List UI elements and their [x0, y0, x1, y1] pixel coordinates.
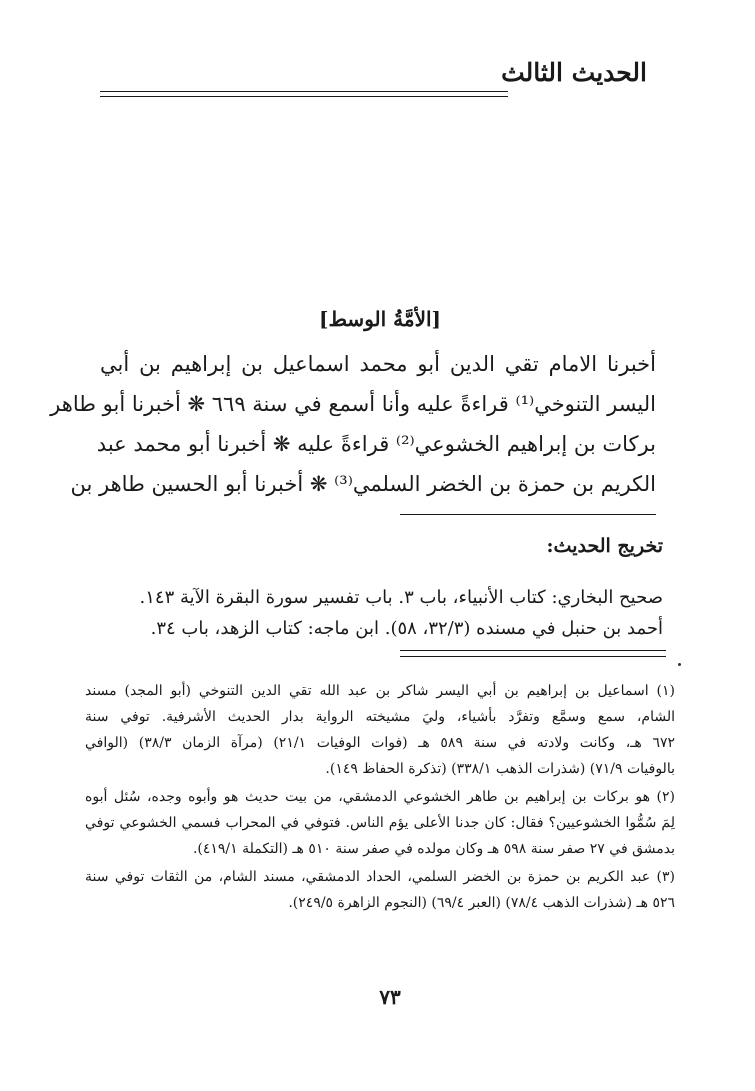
- chapter-title: الحديث الثالث: [501, 58, 647, 87]
- footnote-line: الشام، سمع وسمَّع وتفرَّد بأشياء، وليَ مشيخته الرواية بدار الحديث الأشرفية. توفي سنة: [85, 709, 675, 725]
- body-line: بركات بن إبراهيم الخشوعي⁽²⁾ قراءةً عليه ❋ أخبرنا أبو محمد عبد: [96, 432, 656, 456]
- footnote-line: (٢) هو بركات بن إبراهيم بن طاهر الخشوعي الدمشقي، من بيت حديث هو وأبوه وجده، سُئل أبوه: [85, 789, 675, 805]
- page-number: ٧٣: [379, 985, 401, 1009]
- section-title: [الأمَّةُ الوسط]: [318, 307, 441, 331]
- footnote-line: ٥٢٦ هـ (شذرات الذهب ٧٨/٤) (العبر ٦٩/٤) (النجوم الزاهرة ٢٤٩/٥).: [288, 895, 675, 911]
- footnote-line: (٣) عبد الكريم بن حمزة بن الخضر السلمي، الحداد الدمشقي، مسند الشام، من الثقات توفي سنة: [85, 869, 675, 885]
- takhrij-line: صحيح البخاري: كتاب الأنبياء، باب ٣. باب تفسير سورة البقرة الآية ١٤٣.: [139, 587, 663, 608]
- body-separator: [400, 514, 656, 515]
- footnote-rule-bottom: [400, 656, 666, 657]
- footnote-line: لِمَ سُمُّوا الخشوعيين؟ فقال: كان جدنا الأعلى يؤم الناس. فتوفي في المحراب فسمي الخشوعي توفي: [85, 815, 675, 831]
- margin-dot: [678, 663, 681, 666]
- header-rule-bottom: [100, 96, 508, 97]
- body-line: أخبرنا الامام تقي الدين أبو محمد اسماعيل بن إبراهيم بن أبي: [100, 352, 656, 376]
- footnote-line: ٦٧٢ هـ، وكانت ولادته في سنة ٥٨٩ هـ (فوات الوفيات ٢١/١) (مرآة الزمان ٣٨/٣) (الوافي: [85, 735, 676, 751]
- body-line: الكريم بن حمزة بن الخضر السلمي⁽³⁾ ❋ أخبرنا أبو الحسين طاهر بن: [70, 472, 656, 496]
- body-line: اليسر التنوخي⁽¹⁾ قراءةً عليه وأنا أسمع في سنة ٦٦٩ ❋ أخبرنا أبو طاهر: [50, 392, 656, 416]
- footnote-rule-top: [400, 650, 666, 651]
- takhrij-heading: تخريج الحديث:: [546, 535, 663, 557]
- footnote-line: بالوفيات ٧١/٩) (شذرات الذهب ٣٣٨/١) (تذكرة الحفاظ ١٤٩).: [325, 761, 675, 777]
- footnote-line: بدمشق في ٢٧ صفر سنة ٥٩٨ هـ وكان مولده في صفر سنة ٥١٠ هـ (التكملة ٤١٩/١).: [192, 841, 675, 857]
- footnote-line: (١) اسماعيل بن إبراهيم بن أبي اليسر شاكر بن عبد الله تقي الدين التنوخي (أبو المجد) مسند: [85, 683, 675, 699]
- takhrij-line: أحمد بن حنبل في مسنده (٣٢/٣، ٥٨). ابن ماجه: كتاب الزهد، باب ٣٤.: [150, 618, 663, 639]
- header-rule-top: [100, 91, 508, 92]
